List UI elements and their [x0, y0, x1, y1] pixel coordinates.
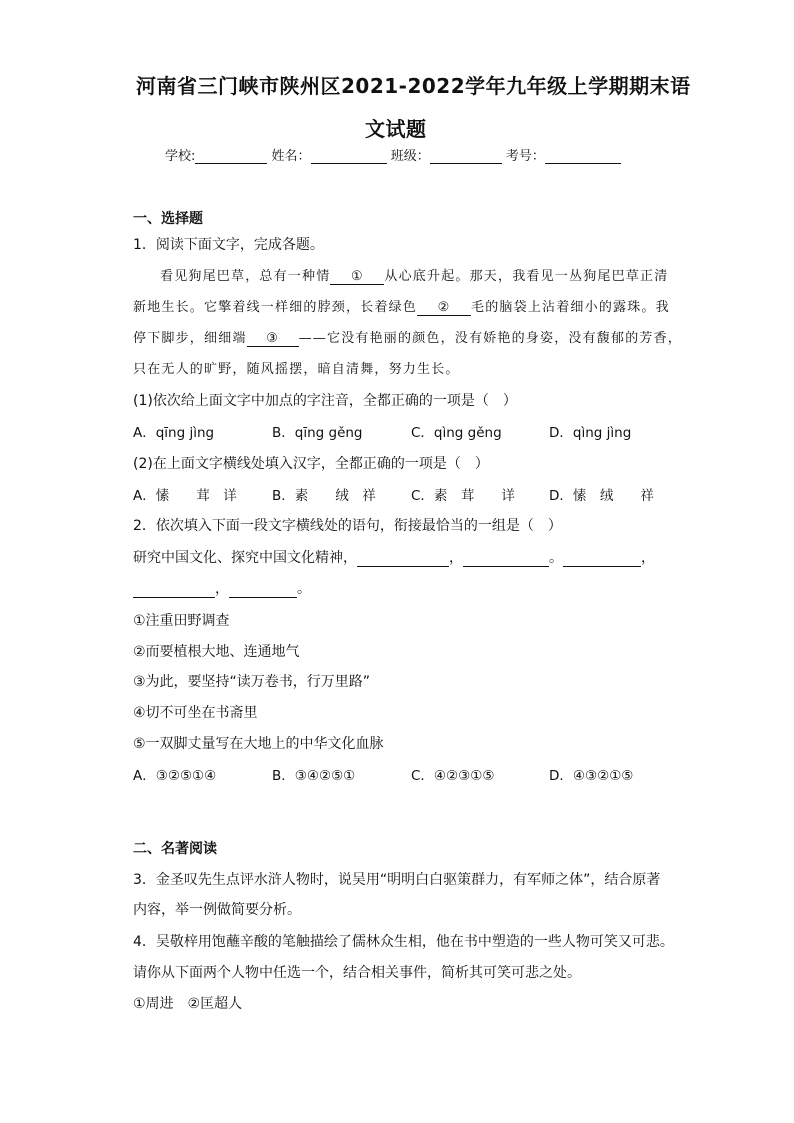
q2-stem: 2．依次填入下面一段文字横线处的语句，衔接最恰当的一组是（ ）: [133, 518, 562, 534]
q1-sub2-option-a[interactable]: A．愫 茸 详: [133, 488, 237, 504]
q2-blank-5[interactable]: [229, 583, 297, 598]
name-label: 姓名：: [271, 149, 311, 164]
q2-item-3: ③为此，要坚持“读万卷书，行万里路”: [133, 674, 371, 690]
section2-heading: 二、名著阅读: [133, 841, 217, 857]
student-info-row: [165, 145, 621, 164]
q1-sub1-option-c[interactable]: C．qìng gěng: [411, 425, 502, 441]
q4-line2: 请你从下面两个人物中任选一个，结合相关事件，简析其可笑可悲之处。: [133, 965, 581, 981]
q4-choices: ①周进 ②匡超人: [133, 996, 243, 1012]
school-label: 学校:: [165, 149, 196, 164]
q2-blank-4[interactable]: [133, 583, 215, 598]
q2-option-c[interactable]: C．④②③①⑤: [411, 768, 495, 784]
q1-sub2-option-c[interactable]: C．素 茸 详: [411, 488, 515, 504]
q1-sub1: (1)依次给上面文字中加点的字注音，全都正确的一项是（ ）: [133, 393, 517, 409]
q2-blank-1[interactable]: [357, 552, 449, 567]
exam-title-line2: 文试题: [365, 117, 427, 141]
section1-heading: 一、选择题: [133, 211, 203, 227]
q2-option-b[interactable]: B．③④②⑤①: [272, 768, 356, 784]
passage-line4: 只在无人的旷野，随风摇摆，暗自清舞，努力生长。: [133, 362, 460, 377]
q1-sub2: (2)在上面文字横线处填入汉字，全都正确的一项是（ ）: [133, 456, 489, 472]
q1-sub2-option-d[interactable]: D．愫 绒 祥: [549, 488, 654, 504]
class-blank[interactable]: [430, 149, 502, 164]
q4-line1: 4．吴敬梓用饱蘸辛酸的笔触描绘了儒林众生相，他在书中塑造的一些人物可笑又可悲。: [133, 934, 674, 950]
class-label: 班级：: [390, 149, 430, 164]
passage-blank-1[interactable]: ①: [330, 269, 384, 285]
q2-item-2: ②而要植根大地、连通地气: [133, 644, 300, 660]
q1-sub2-option-b[interactable]: B．素 绒 祥: [272, 488, 376, 504]
q2-item-5: ⑤一双脚丈量写在大地上的中华文化血脉: [133, 736, 384, 752]
school-blank[interactable]: [195, 149, 267, 164]
passage-line1: 看见狗尾巴草，总有一种情 ① 从心底升起。那天，我看见一丛狗尾巴草正清: [160, 269, 669, 284]
q2-blank-2[interactable]: [463, 552, 549, 567]
passage-line2: 新地生长。它擎着线一样细的脖颈，长着绿色 ② 毛的脑袋上沾着细小的露珠。我: [133, 300, 670, 315]
passage-blank-3[interactable]: ③: [247, 331, 299, 347]
passage-blank-2[interactable]: ②: [417, 300, 471, 316]
q2-option-a[interactable]: A．③②⑤①④: [133, 768, 217, 784]
q2-item-1: ①注重田野调查: [133, 613, 230, 629]
q2-line2: ， 。: [133, 578, 311, 598]
q1-sub1-option-d[interactable]: D．qìng jìng: [549, 425, 632, 441]
q2-line1: 研究中国文化、探究中国文化精神， ， 。 ，: [133, 550, 655, 566]
passage-line3: 停下脚步，细细端 ③ ——它没有艳丽的颜色，没有娇艳的身姿，没有馥郁的芳香，: [133, 331, 683, 346]
exam-title-line1: 河南省三门峡市陕州区2021-2022学年九年级上学期期末语: [136, 74, 691, 98]
q1-sub1-option-a[interactable]: A．qīng jìng: [133, 425, 215, 441]
q2-item-4: ④切不可坐在书斋里: [133, 705, 258, 721]
q3-line1: 3．金圣叹先生点评水浒人物时，说吴用“明明白白驱策群力，有军师之体”，结合原著: [133, 872, 661, 888]
q2-option-d[interactable]: D．④③②①⑤: [549, 768, 634, 784]
q2-blank-3[interactable]: [563, 552, 641, 567]
id-blank[interactable]: [545, 149, 621, 164]
q1-stem: 1．阅读下面文字，完成各题。: [133, 237, 324, 253]
id-label: 考号：: [505, 149, 545, 164]
q1-sub1-option-b[interactable]: B．qīng gěng: [272, 425, 363, 441]
name-blank[interactable]: [311, 149, 387, 164]
q3-line2: 内容，举一例做简要分析。: [133, 902, 301, 918]
